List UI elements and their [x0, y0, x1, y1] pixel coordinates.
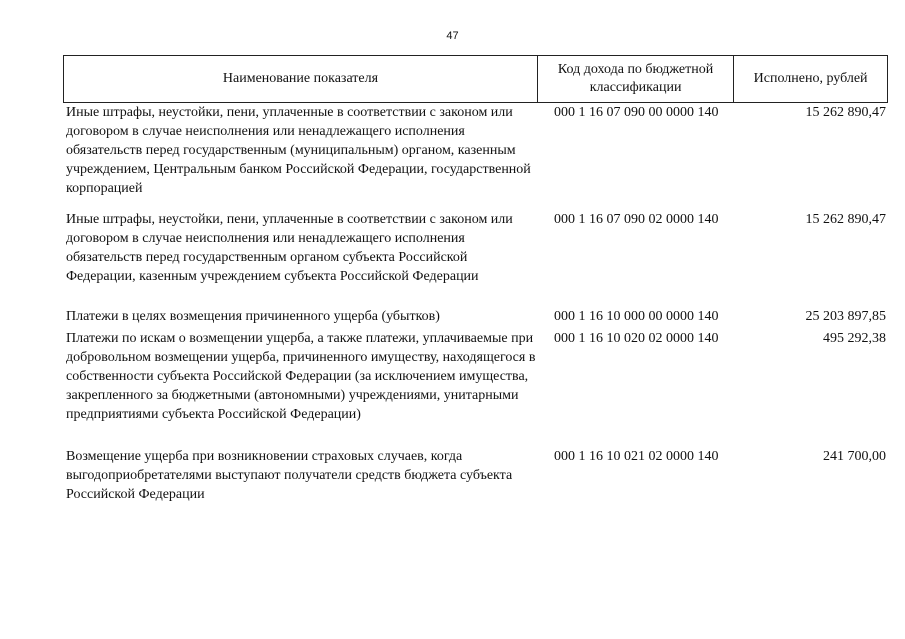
row-amount: 25 203 897,85 [805, 309, 886, 324]
row-amount: 15 262 890,47 [805, 212, 886, 227]
page-number: 47 [446, 30, 459, 42]
row-name: Платежи в целях возмещения причиненного ущерба (убытков) [66, 309, 440, 324]
row-name: Возмещение ущерба при возникновении страховых случаев, когда выгодоприобретателями выступают получатели средств бюджета субъекта Российской Федерации [66, 449, 513, 502]
header-name: Наименование показателя [64, 56, 538, 103]
table-row [64, 103, 888, 198]
row-amount: 241 700,00 [823, 449, 886, 464]
table-row [64, 307, 888, 326]
table-row [64, 329, 888, 443]
row-code: 000 1 16 07 090 02 0000 140 [554, 212, 719, 227]
table-row [64, 447, 888, 504]
row-name: Иные штрафы, неустойки, пени, уплаченные в соответствии с законом или договором в случае неисполнения или ненадлежащего исполнения обязательств перед государственным (муниципальным) органом, казенным учреждением, Центральным банком Российской Федерации, государственной корпорацией [66, 105, 531, 196]
row-code: 000 1 16 07 090 00 0000 140 [554, 105, 719, 120]
header-code: Код дохода по бюджетной классификации [537, 56, 733, 103]
row-name: Иные штрафы, неустойки, пени, уплаченные в соответствии с законом или договором в случае неисполнения или ненадлежащего исполнения обязательств перед государственным органом субъекта Российской Федерации, казенным учреждением субъекта Российской Федерации [66, 212, 513, 284]
row-amount: 495 292,38 [823, 331, 886, 346]
row-code: 000 1 16 10 000 00 0000 140 [554, 309, 719, 324]
row-code: 000 1 16 10 020 02 0000 140 [554, 331, 719, 346]
header-executed: Исполнено, рублей [734, 56, 888, 103]
row-code: 000 1 16 10 021 02 0000 140 [554, 449, 719, 464]
row-name: Платежи по искам о возмещении ущерба, а также платежи, уплачиваемые при добровольном возмещении ущерба, причиненного имуществу, находящегося в собственности субъекта Российской Федерации (за исключением имущества, закрепленного за бюджетными (автономными) учреждениями, унитарными предприятиями субъекта Российской Федерации) [66, 331, 536, 422]
row-amount: 15 262 890,47 [805, 105, 886, 120]
table-row [64, 210, 888, 286]
table-header [63, 55, 888, 103]
